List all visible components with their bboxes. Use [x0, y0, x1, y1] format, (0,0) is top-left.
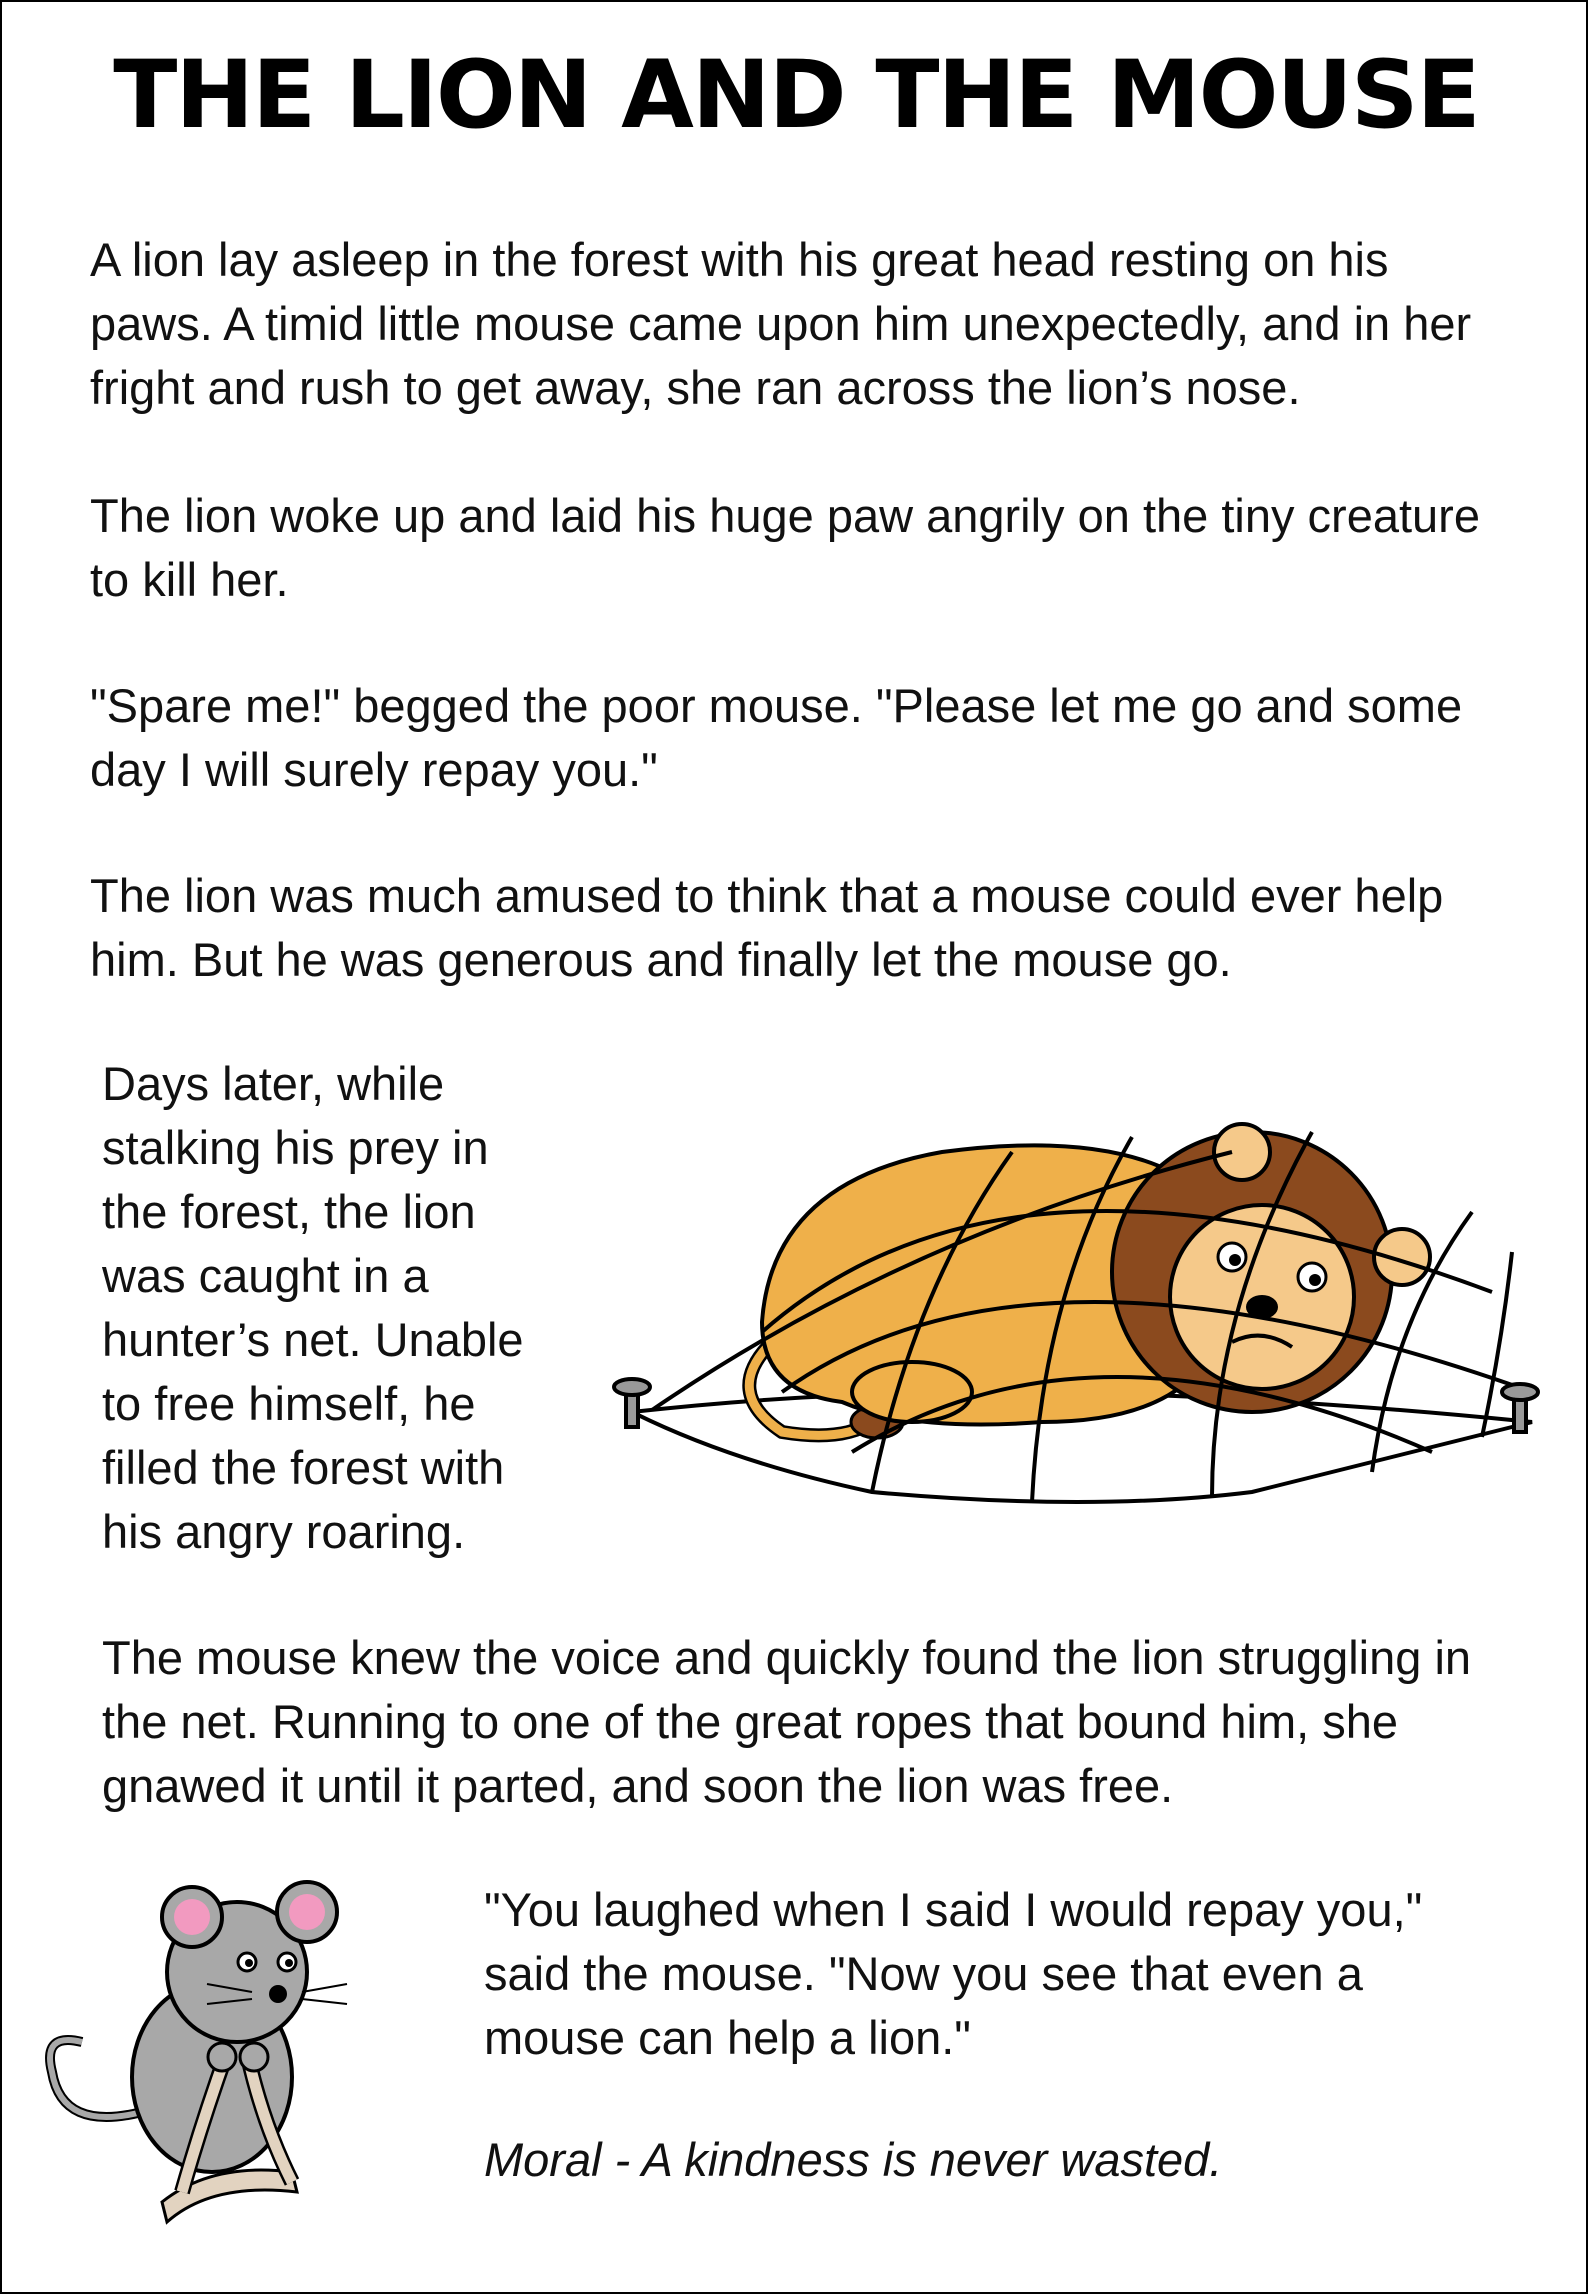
paragraph-1: A lion lay asleep in the forest with his great head resting on his paws. A timid little mouse came upon him unexpectedly, and in her fright and rush to get away, she ran across the lion’s nose.: [90, 233, 1472, 414]
paragraph-6: The mouse knew the voice and quickly found the lion struggling in the net. Running to one of the great ropes that bound him, she gnawed it until it parted, and soon the lion was free.: [102, 1631, 1472, 1812]
mouse-with-rope-illustration: [42, 1862, 372, 2232]
paragraph-7: "You laughed when I said I would repay you," said the mouse. "Now you see that even a mouse can help a lion.": [484, 1883, 1423, 2064]
lion-in-net-illustration: [612, 1092, 1552, 1532]
paragraph-4: The lion was much amused to think that a mouse could ever help him. But he was generous and finally let the mouse go.: [90, 869, 1444, 986]
moral-text: Moral - A kindness is never wasted.: [484, 2133, 1223, 2186]
paragraph-5: Days later, while stalking his prey in the forest, the lion was caught in a hunter’s net. Unable to free himself, he filled the forest with his angry roaring.: [102, 1057, 524, 1558]
paragraph-2: The lion woke up and laid his huge paw angrily on the tiny creature to kill her.: [90, 489, 1480, 606]
paragraph-3: "Spare me!" begged the poor mouse. "Please let me go and some day I will surely repay you.": [90, 679, 1463, 796]
page-title: THE LION AND THE MOUSE: [113, 41, 1479, 150]
